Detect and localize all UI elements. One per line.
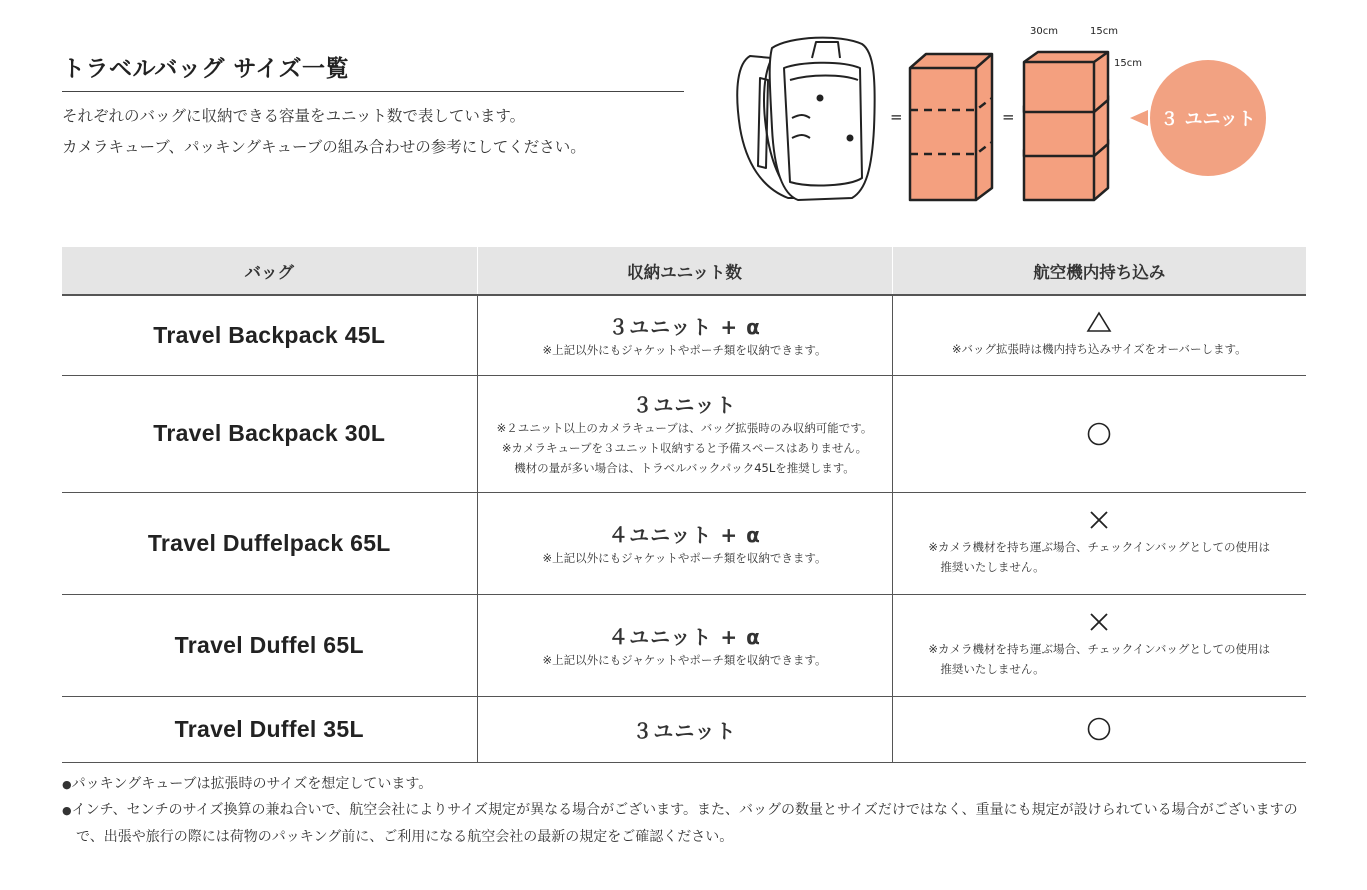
- bag-name: Travel Duffelpack 65L: [147, 529, 391, 556]
- bag-cell: [62, 696, 477, 762]
- footnote-2-text: インチ、センチのサイズ換算の兼ね合いで、航空会社によりサイズ規定が異なる場合がございます。また、バッグの数量とサイズだけではなく、重量にも規定が設けられている場合がございますので、出張や旅行の際には荷物のパッキング前に、ご利用になる航空会社の最新の規定をご確認ください。: [71, 802, 1298, 845]
- unit-count: ３ユニット: [632, 718, 737, 743]
- equals-sign-2: =: [1002, 108, 1015, 126]
- unit-count: ３ユニット + α: [608, 314, 761, 339]
- unit-illustration-svg: [720, 18, 1280, 218]
- dimension-15cm-height: 15cm: [1114, 58, 1142, 69]
- unit-badge-label: ３ ユニット: [1160, 109, 1256, 130]
- carry-on-cell: [892, 594, 1306, 696]
- carry-on-cell: [892, 696, 1306, 762]
- bullet-icon: ●: [62, 778, 72, 791]
- table-row: [62, 295, 1306, 375]
- stacked-unit-cubes: [1024, 52, 1108, 200]
- footnote-1-text: パッキングキューブは拡張時のサイズを想定しています。: [71, 776, 433, 792]
- column-header-bag: バッグ: [62, 247, 477, 295]
- bag-cell: [62, 492, 477, 594]
- dimension-30cm: 30cm: [1030, 26, 1058, 37]
- unit-note: ※上記以外にもジャケットやポーチ類を収納できます。: [542, 652, 827, 667]
- units-cell: [477, 594, 892, 696]
- units-cell: [477, 696, 892, 762]
- unit-count: ３ユニット: [632, 393, 737, 417]
- bag-name: Travel Backpack 30L: [153, 420, 386, 446]
- cross-icon: [899, 611, 1301, 633]
- unit-note: ※上記以外にもジャケットやポーチ類を収納できます。: [542, 342, 827, 357]
- triangle-icon: [899, 311, 1301, 333]
- table-row: [62, 594, 1306, 696]
- unit-note: ※２ユニット以上のカメラキューブは、バッグ拡張時のみ収納可能です。: [496, 421, 873, 435]
- intro-text-line-1: それぞれのバッグに収納できる容量をユニット数で表しています。: [62, 107, 526, 125]
- badge-pointer: [1130, 110, 1148, 126]
- column-header-carry-on: 航空機内持ち込み: [892, 247, 1306, 295]
- footnote-1: [62, 771, 1312, 798]
- table-row: [62, 492, 1306, 594]
- carry-on-note: 推奨いたしません。: [940, 662, 1045, 676]
- units-cell: [477, 492, 892, 594]
- bag-name: Travel Duffel 35L: [174, 715, 364, 742]
- circle-icon: [899, 716, 1301, 742]
- carry-on-cell: [892, 375, 1306, 492]
- intro-text-line-2: カメラキューブ、パッキングキューブの組み合わせの参考にしてください。: [62, 138, 586, 156]
- bag-cell: [62, 295, 477, 375]
- unit-note: ※カメラキューブを３ユニット収納すると予備スペースはありません。: [501, 441, 868, 455]
- column-header-units: 収納ユニット数: [477, 247, 892, 295]
- carry-on-note: ※カメラ機材を持ち運ぶ場合、チェックインバッグとしての使用は: [928, 642, 1271, 656]
- unit-illustration: [720, 18, 1280, 218]
- units-cell: [477, 295, 892, 375]
- carry-on-cell: [892, 295, 1306, 375]
- bag-cell: [62, 375, 477, 492]
- title-divider: [62, 91, 684, 92]
- carry-on-note: 推奨いたしません。: [940, 560, 1045, 574]
- carry-on-note: ※バッグ拡張時は機内持ち込みサイズをオーバーします。: [951, 342, 1247, 357]
- carry-on-cell: [892, 492, 1306, 594]
- footnote-2: [62, 797, 1312, 850]
- equals-sign-1: =: [890, 108, 903, 126]
- unit-note: ※上記以外にもジャケットやポーチ類を収納できます。: [542, 550, 827, 565]
- bag-name: Travel Duffel 65L: [174, 631, 364, 658]
- tall-unit-block: [910, 54, 992, 200]
- circle-icon: [899, 421, 1301, 447]
- bullet-icon: ●: [62, 804, 72, 817]
- bag-name: Travel Backpack 45L: [153, 321, 386, 348]
- units-cell: [477, 375, 892, 492]
- unit-count: ４ユニット + α: [608, 624, 761, 649]
- page-title: トラベルバッグ サイズ一覧: [62, 56, 350, 82]
- table-header-row: [62, 247, 1306, 295]
- dimension-15cm-depth: 15cm: [1090, 26, 1118, 37]
- unit-count: ４ユニット + α: [608, 522, 761, 547]
- cross-icon: [899, 509, 1301, 531]
- bag-cell: [62, 594, 477, 696]
- unit-note: 機材の量が多い場合は、トラベルバックパック45Lを推奨します。: [514, 461, 855, 475]
- table-row: [62, 696, 1306, 762]
- backpack-icon: [737, 38, 874, 200]
- table-row: [62, 375, 1306, 492]
- carry-on-note: ※カメラ機材を持ち運ぶ場合、チェックインバッグとしての使用は: [928, 540, 1271, 554]
- bag-size-table: [62, 247, 1306, 763]
